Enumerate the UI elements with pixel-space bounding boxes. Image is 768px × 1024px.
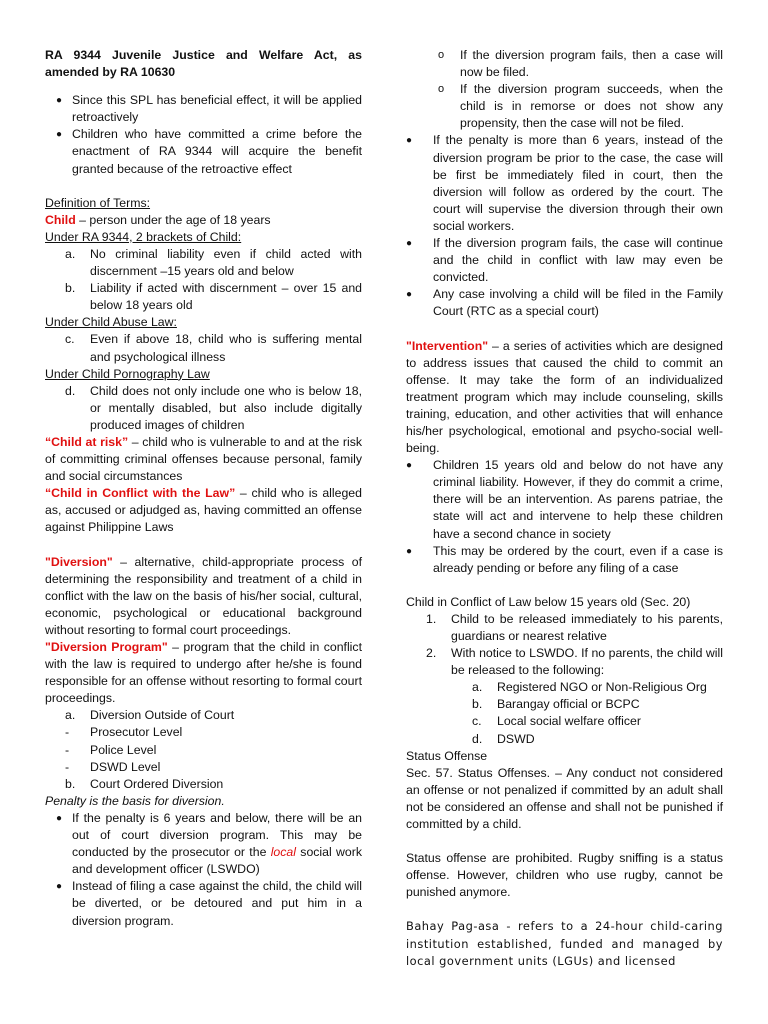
status-note: Status offense are prohibited. Rugby sniffing is a status offense. However, children who use rugby, cannot be punished anymore. (406, 851, 723, 900)
list-item: 2. With notice to LSWDO. If no parents, the child will be released to the following: (426, 646, 723, 678)
child-at-risk-definition: “Child at risk” – child who is vulnerable to and at the risk of committing criminal offenses because personal, family and social circumstances (45, 434, 362, 484)
right-column (406, 47, 723, 970)
intro-bullet: ● Children who have committed a crime before the enactment of RA 9344 will acquire the benefit granted because of the retroactive effect (56, 127, 362, 176)
ra9344-heading: Under RA 9344, 2 brackets of Child: (45, 229, 242, 244)
penalty-basis: Penalty is the basis for diversion. (45, 793, 225, 808)
bullet-icon: ● (406, 135, 413, 147)
diversion-definition: "Diversion" – alternative, child-appropriate process of determining the responsibility and treatment of a child in conflict with the law on the basis of his/her social, cultural, economic, psychological or educational background without resorting to formal court proceedings. (45, 554, 362, 637)
porn-heading: Under Child Pornography Law (45, 366, 210, 381)
list-item: - Prosecutor Level (65, 725, 183, 740)
child-definition: Child – person under the age of 18 years (45, 212, 271, 227)
bullet-icon: ● (56, 129, 63, 141)
list-item: 1. Child to be released immediately to his parents, guardians or nearest relative (426, 611, 723, 643)
bullet-icon: ● (56, 812, 63, 824)
right-bullet: ● If the penalty is more than 6 years, instead of the diversion program be prior to the case, the case will be first be immediately filed in court, then the diversion will follow as ordered by the court. The court will supervise the diversion through their own social workers. (406, 133, 723, 233)
intervention-bullet: ● This may be ordered by the court, even if a case is already pending or before any filing of a case (406, 543, 723, 575)
list-item: b. Court Ordered Diversion (65, 776, 224, 791)
penalty-bullet: ● If the penalty is 6 years and below, there will be an out of court diversion program. This may be conducted by the prosecutor or the local social work and development officer (LSWDO) (56, 810, 362, 877)
list-item: - DSWD Level (65, 759, 161, 774)
list-item: c. Local social welfare officer (472, 714, 641, 729)
right-bullet: ● Any case involving a child will be filed in the Family Court (RTC as a special court) (406, 287, 723, 319)
intro-bullet: ● Since this SPL has beneficial effect, it will be applied retroactively (56, 93, 362, 125)
status-section: Sec. 57. Status Offenses. – Any conduct not considered an offense or not penalized if committed by an adult shall not be considered an offense and shall not be punished if committed by a child. (406, 765, 723, 832)
circle-bullet-icon: o (438, 49, 445, 61)
status-heading: Status Offense (406, 748, 488, 763)
bullet-icon: ● (406, 238, 413, 250)
intervention-bullet: ● Children 15 years old and below do not have any criminal liability. However, if they do commit a crime, there will be an intervention. As parens patriae, the state will act and intervene to help these children have a second chance in society (406, 458, 723, 541)
diversion-program-definition: "Diversion Program" – program that the child in conflict with the law is required to undergo after he/she is found responsible for an offense without resorting to formal court proceedings. (45, 640, 362, 706)
bullet-icon: ● (56, 95, 63, 107)
bullet-icon: ● (56, 881, 63, 893)
bullet-icon: ● (406, 289, 413, 301)
bullet-icon: ● (406, 460, 413, 472)
list-item: - Police Level (65, 742, 157, 757)
list-item: d. DSWD (472, 731, 535, 746)
circle-bullet-icon: o (438, 83, 445, 96)
definitions-heading: Definition of Terms: (45, 195, 151, 210)
list-item: c. Even if above 18, child who is suffering mental and psychological illness (65, 332, 362, 364)
bahay-pag-asa: Bahay Pag-asa - refers to a 24-hour child-caring institution established, funded and managed by local government units (LGUs) and licensed (406, 919, 723, 968)
bullet-icon: ● (406, 545, 413, 557)
right-bullet: ● If the diversion program fails, the case will continue and the child in conflict with law may even be convicted. (406, 236, 723, 285)
cicl-definition: “Child in Conflict with the Law” – child who is alleged as, accused or adjudged as, having committed an offense against Philippine Laws (45, 486, 362, 535)
below15-heading: Child in Conflict of Law below 15 years old (Sec. 20) (406, 594, 691, 609)
list-item: b. Barangay official or BCPC (472, 697, 640, 712)
abuse-heading: Under Child Abuse Law: (45, 315, 177, 330)
document-title: RA 9344 Juvenile Justice and Welfare Act, as amended by RA 10630 (45, 48, 362, 80)
list-item: a. No criminal liability even if child acted with discernment –15 years old and below (65, 246, 362, 279)
list-item: d. Child does not only include one who is below 18, or mentally disabled, but also include digitally produced images of children (65, 383, 362, 432)
sub-bullet: o If the diversion program fails, then a case will now be filed. (438, 48, 723, 80)
intervention-definition: "Intervention" – a series of activities which are designed to address issues that caused the child to commit an offense. It may take the form of an individualized treatment program which may include counseling, skills training, education, and other activities that will enhance his/her psychological, emotional and psycho-social well-being. (406, 338, 723, 456)
sub-bullet: o If the diversion program succeeds, when the child is in remorse or does not show any propensity, then the case will not be filed. (438, 82, 723, 131)
list-item: a. Registered NGO or Non-Religious Org (472, 680, 707, 695)
list-item: a. Diversion Outside of Court (65, 708, 235, 723)
list-item: b. Liability if acted with discernment – over 15 and below 18 years old (65, 281, 362, 313)
left-column (45, 47, 362, 930)
penalty-bullet: ● Instead of filing a case against the child, the child will be diverted, or be detoured and put him in a diversion program. (56, 879, 362, 928)
